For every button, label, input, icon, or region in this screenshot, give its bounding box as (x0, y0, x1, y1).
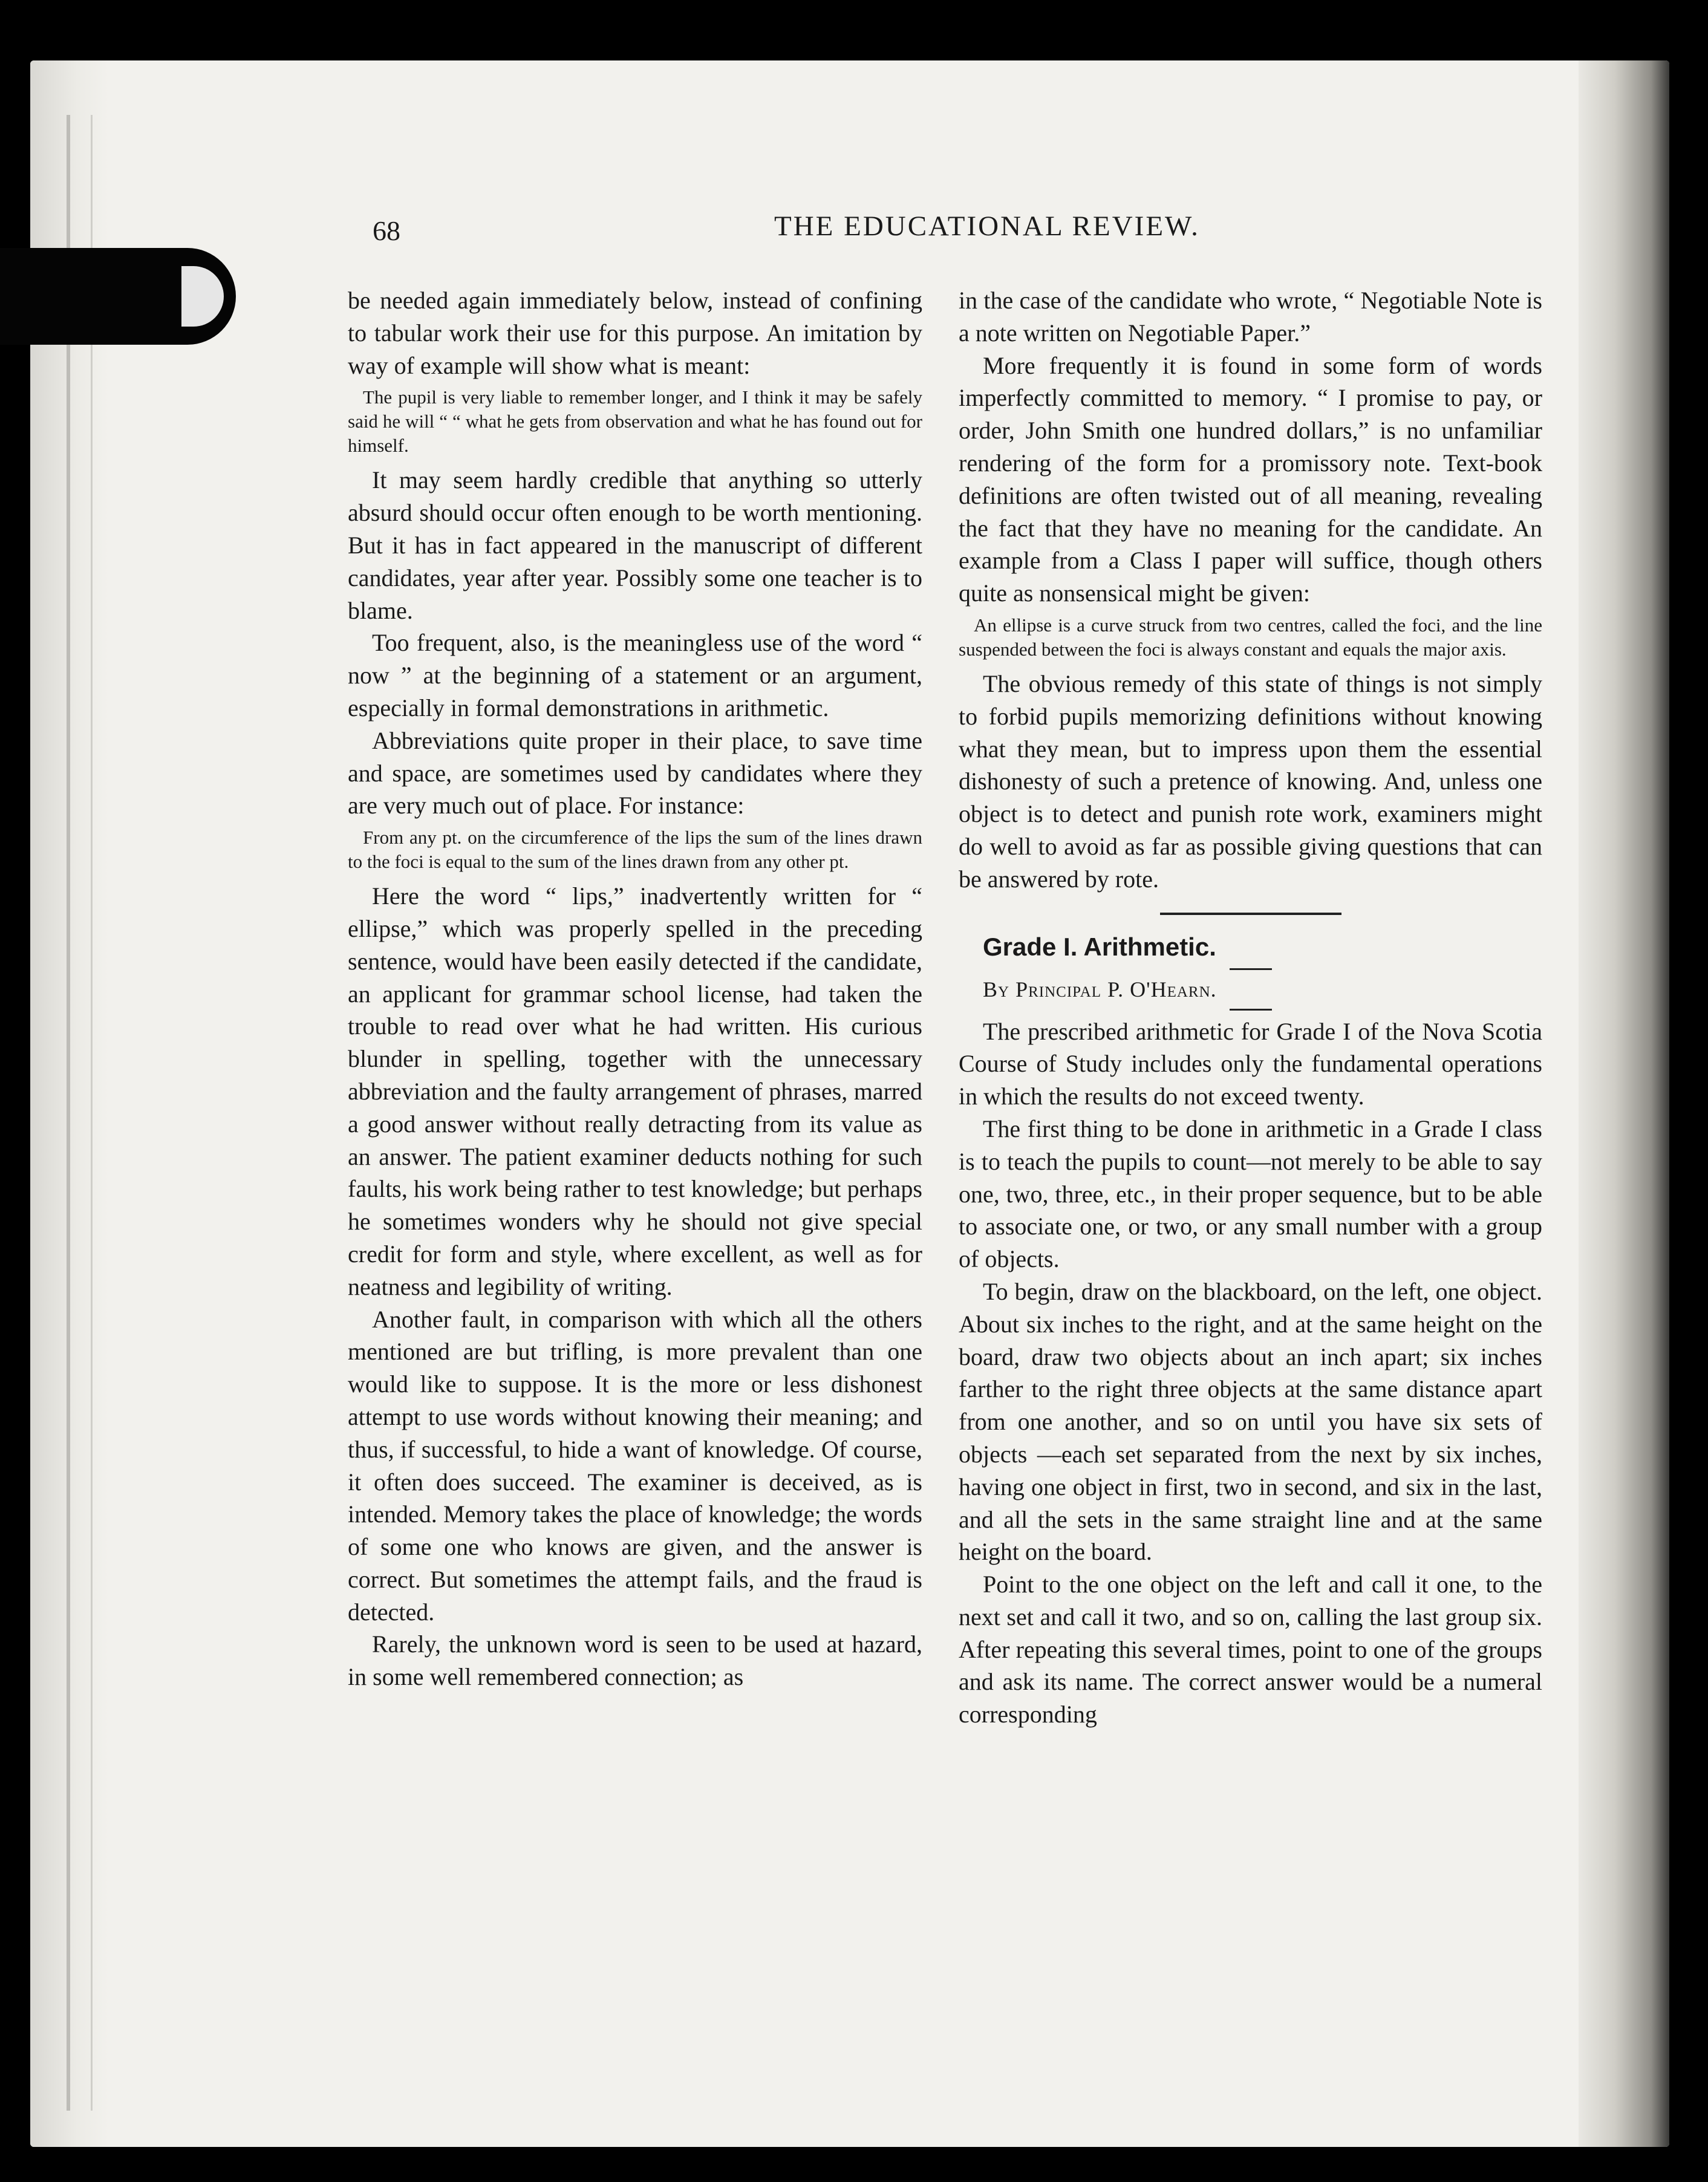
paragraph: be needed again immediately below, instead of confining to tabular work their use for this purpose. An imitation by way of example will show what is meant: (348, 287, 922, 379)
section-title: Grade I. Arithmetic. (983, 932, 1216, 961)
title-divider (1230, 968, 1272, 970)
binding-line (67, 115, 70, 2111)
paragraph: The obvious remedy of this state of things is not simply to forbid pupils memorizing definitions without knowing what they mean, but to impress upon them the essential dishonesty of such a pretence of knowing. And, unless one object is to detect and punish rote work, examiners might do well to avoid as far as possible giving questions that can be answered by rote. (959, 669, 1542, 893)
paragraph: Here the word “ lips,” inadvertently written for “ ellipse,” which was properly spelled in the preceding sentence, would have been easily detected if the candidate, an applicant for grammar school license, had taken the trouble to read over what he had written. His curious blunder in spelling, together with the unnecessary abbreviation and the faulty arrangement of phrases, marred a good answer without really detracting from its value as an answer. The patient examiner deducts nothing for such faults, his work being rather to test knowledge; but perhaps he sometimes wonders why he should not give special credit for form and style, where excellent, as well as for neatness and legibility of writing. (348, 882, 922, 1300)
block-quote: The pupil is very liable to remember longer, and I think it may be safely said he will “ “ what he gets from observation and what he has found out for himself. (348, 386, 922, 457)
binding-line-inner (91, 115, 93, 2111)
paragraph: The prescribed arithmetic for Grade I of the Nova Scotia Course of Study includes only the fundamental operations in which the results do not exceed twenty. (959, 1017, 1542, 1110)
page-number: 68 (373, 215, 400, 246)
paragraph: Abbreviations quite proper in their place, to save time and space, are sometimes used by candidates where they are very much out of place. For instance: (348, 726, 922, 819)
paragraph: More frequently it is found in some form of words imperfectly committed to memory. “ I promise to pay, or order, John Smith one hundred dollars,” is no unfamiliar rendering of the form for a promissory note. Text-book definitions are often twisted out of all meaning, revealing the fact that they have no meaning for the candidate. An example from a Class I paper will suffice, though others quite as nonsensical might be given: (959, 351, 1542, 607)
paragraph: Too frequent, also, is the meaningless use of the word “ now ” at the beginning of a statement or an argument, especially in formal demonstrations in arithmetic. (348, 629, 922, 721)
paragraph: The first thing to be done in arithmetic in a Grade I class is to teach the pupils to count—not merely to be able to say one, two, three, etc., in their proper sequence, but to be able to associate one, or two, or any small number with a group of objects. (959, 1115, 1542, 1273)
paragraph: in the case of the candidate who wrote, “ Negotiable Note is a note written on Negotiable Paper.” (959, 287, 1542, 347)
running-title: THE EDUCATIONAL REVIEW. (774, 210, 1200, 242)
byline (959, 975, 1542, 1004)
block-quote: From any pt. on the circumference of the lips the sum of the lines drawn to the foci is equal to the sum of the lines drawn from any other pt. (348, 827, 922, 873)
paragraph: Another fault, in comparison with which all the others mentioned are but trifling, is more prevalent than one would like to suppose. It is the more or less dishonest attempt to use words without knowing their meaning; and thus, if successful, to hide a want of knowledge. Of course, it often does succeed. The examiner is deceived, as is intended. Memory takes the place of knowledge; the words of some one who knows are given, and the answer is correct. But sometimes the attempt fails, and the fraud is detected. (348, 1305, 922, 1626)
section-divider (1160, 913, 1341, 915)
byline-divider (1230, 1009, 1272, 1011)
paragraph: Point to the one object on the left and call it one, to the next set and call it two, and so on, calling the last group six. After repeating this several times, point to one of the groups and ask its name. The correct answer would be a numeral corresponding (959, 1571, 1542, 1728)
page-header (333, 210, 1573, 257)
byline-author: P. O'Hearn. (1107, 977, 1217, 1001)
block-quote: An ellipse is a curve struck from two centres, called the foci, and the line suspended between the foci is always constant and equals the major axis. (959, 614, 1542, 660)
paragraph: It may seem hardly credible that anything so utterly absurd should occur often enough to be worth mentioning. But it has in fact appeared in the manuscript of different candidates, year after year. Possibly some one teacher is to blame. (348, 466, 922, 624)
page-edge-shadow-right (1579, 60, 1669, 2147)
paragraph: Rarely, the unknown word is seen to be used at hazard, in some well remembered connection; as (348, 1630, 922, 1691)
paragraph: To begin, draw on the blackboard, on the left, one object. About six inches to the right, and at the same height on the board, draw two objects about an inch apart; six inches farther to the right three objects at the same distance apart from one another, and so on until you have six sets of objects —each set separated from the next by six inches, having one object in first, two in second, and six in the last, and all the sets in the same straight line and at the same height on the board. (959, 1277, 1542, 1566)
byline-prefix: By Principal (983, 977, 1102, 1001)
right-column (959, 284, 1542, 1731)
left-column (348, 284, 922, 1693)
